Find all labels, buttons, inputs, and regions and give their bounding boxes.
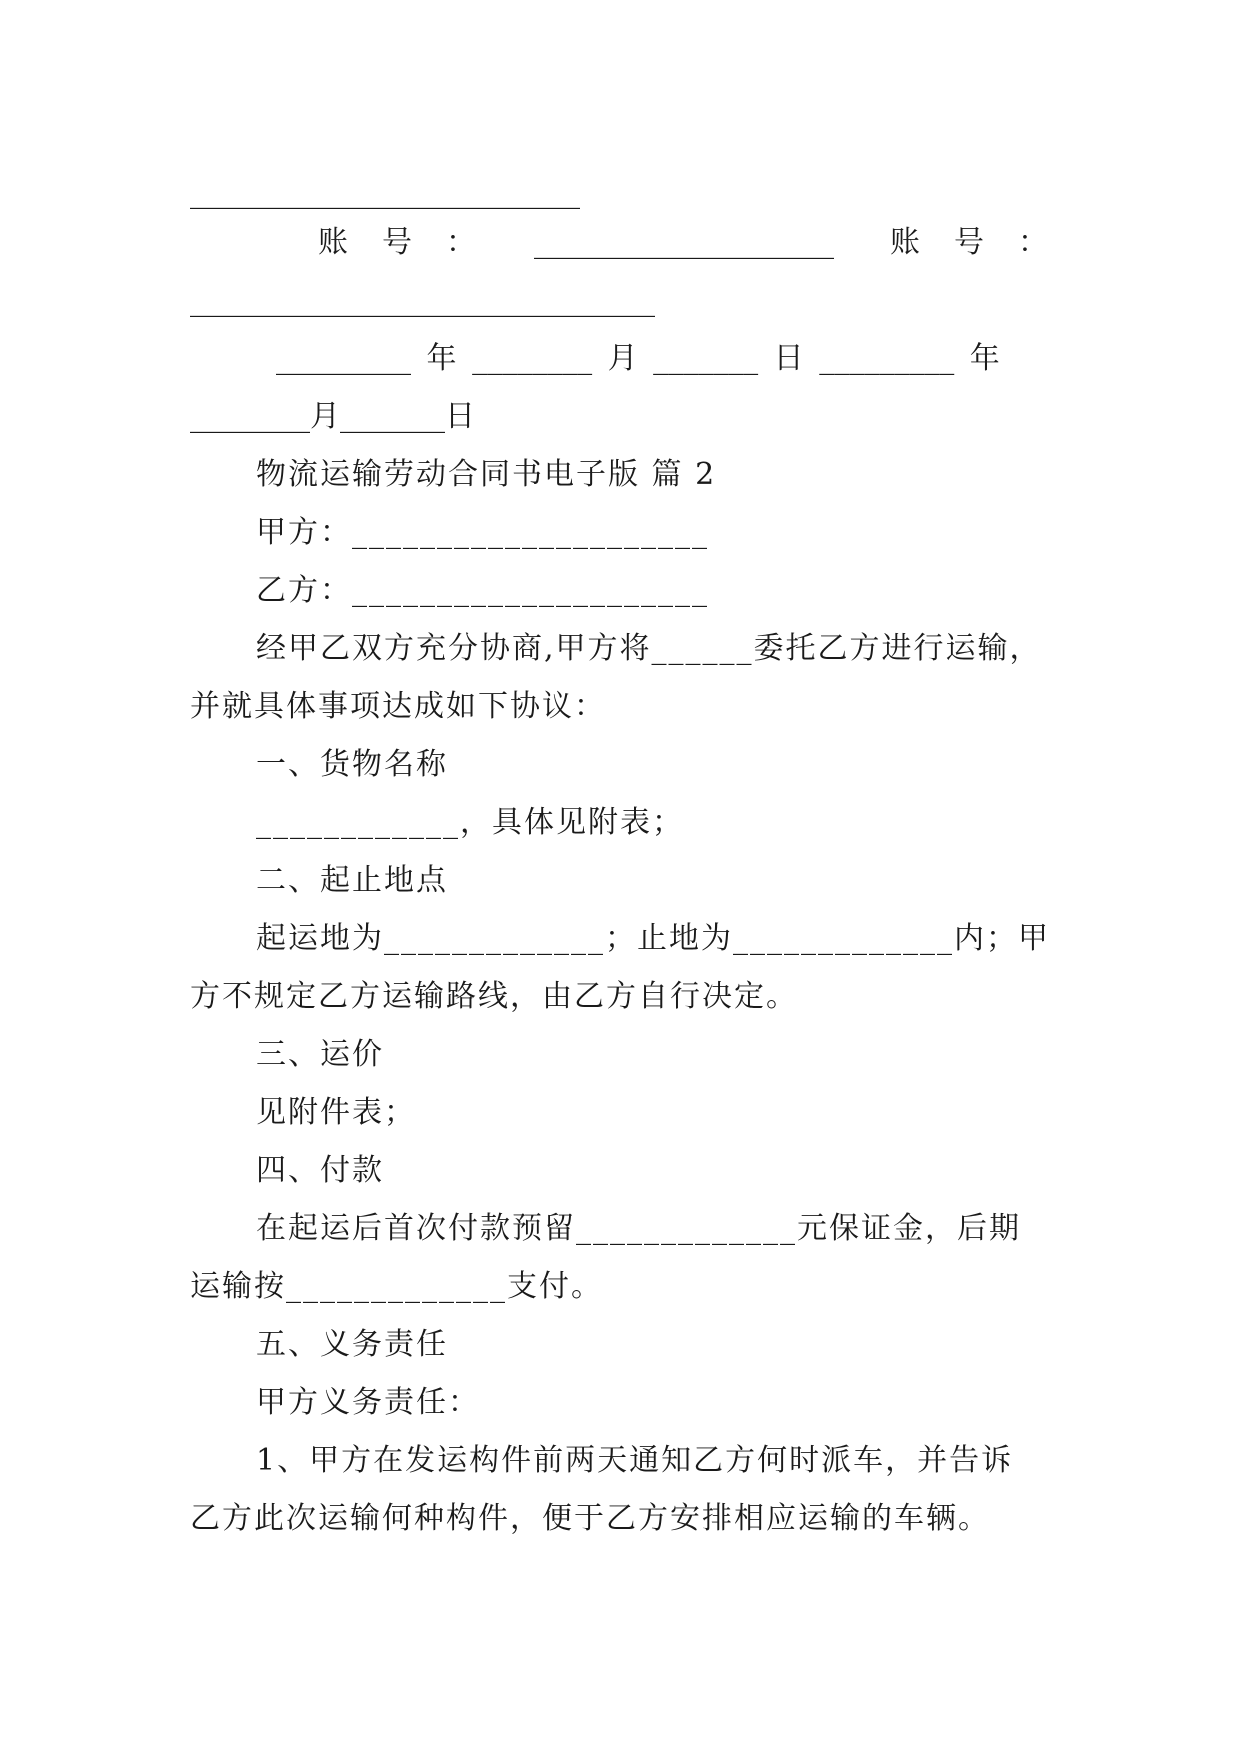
account-line <box>318 214 1050 272</box>
payment-paragraph-line-1: 在起运后首次付款预留_____________元保证金，后期 <box>256 1211 1021 1246</box>
payment-paragraph-line-2: 运输按_____________支付。 <box>190 1269 603 1304</box>
points-paragraph-line-2: 方不规定乙方运输路线，由乙方自行决定。 <box>190 979 798 1014</box>
account-label-left: 账 号 ： <box>318 225 478 260</box>
obligation-1-line-2: 乙方此次运输何种构件，便于乙方安排相应运输的车辆。 <box>190 1501 990 1536</box>
heading-goods-name: 一、货物名称 <box>256 747 448 782</box>
top-blank-line: __________________________ <box>190 175 580 210</box>
heading-obligations: 五、义务责任 <box>256 1327 448 1362</box>
date-line-2: ________月_______日 <box>190 399 475 434</box>
heading-freight-price: 三、运价 <box>256 1037 384 1072</box>
heading-start-end-points: 二、起止地点 <box>256 863 448 898</box>
points-paragraph-line-1: 起运地为_____________；止地为_____________内；甲 <box>256 921 1050 956</box>
intro-paragraph-line-1: 经甲乙双方充分协商,甲方将______委托乙方进行运输， <box>256 631 1042 666</box>
intro-paragraph-line-2: 并就具体事项达成如下协议： <box>190 689 606 724</box>
account-blank-left: ____________________ <box>534 225 834 260</box>
account-label-right: 账 号 ： <box>890 225 1050 260</box>
section-title: 物流运输劳动合同书电子版 篇 2 <box>256 457 717 492</box>
goods-name-paragraph: ____________，具体见附表； <box>256 805 684 840</box>
date-line-1: _________ 年 ________ 月 _______ 日 _________ 年 <box>276 341 1000 376</box>
heading-payment: 四、付款 <box>256 1153 384 1188</box>
freight-price-paragraph: 见附件表； <box>256 1095 416 1130</box>
party-b-line: 乙方：_____________________ <box>256 573 709 608</box>
party-a-line: 甲方：_____________________ <box>256 515 709 550</box>
account-blank-line: _______________________________ <box>190 283 655 318</box>
obligation-1-line-1: 1、甲方在发运构件前两天通知乙方何时派车，并告诉 <box>256 1443 1014 1478</box>
party-a-obligations-label: 甲方义务责任： <box>256 1385 480 1420</box>
